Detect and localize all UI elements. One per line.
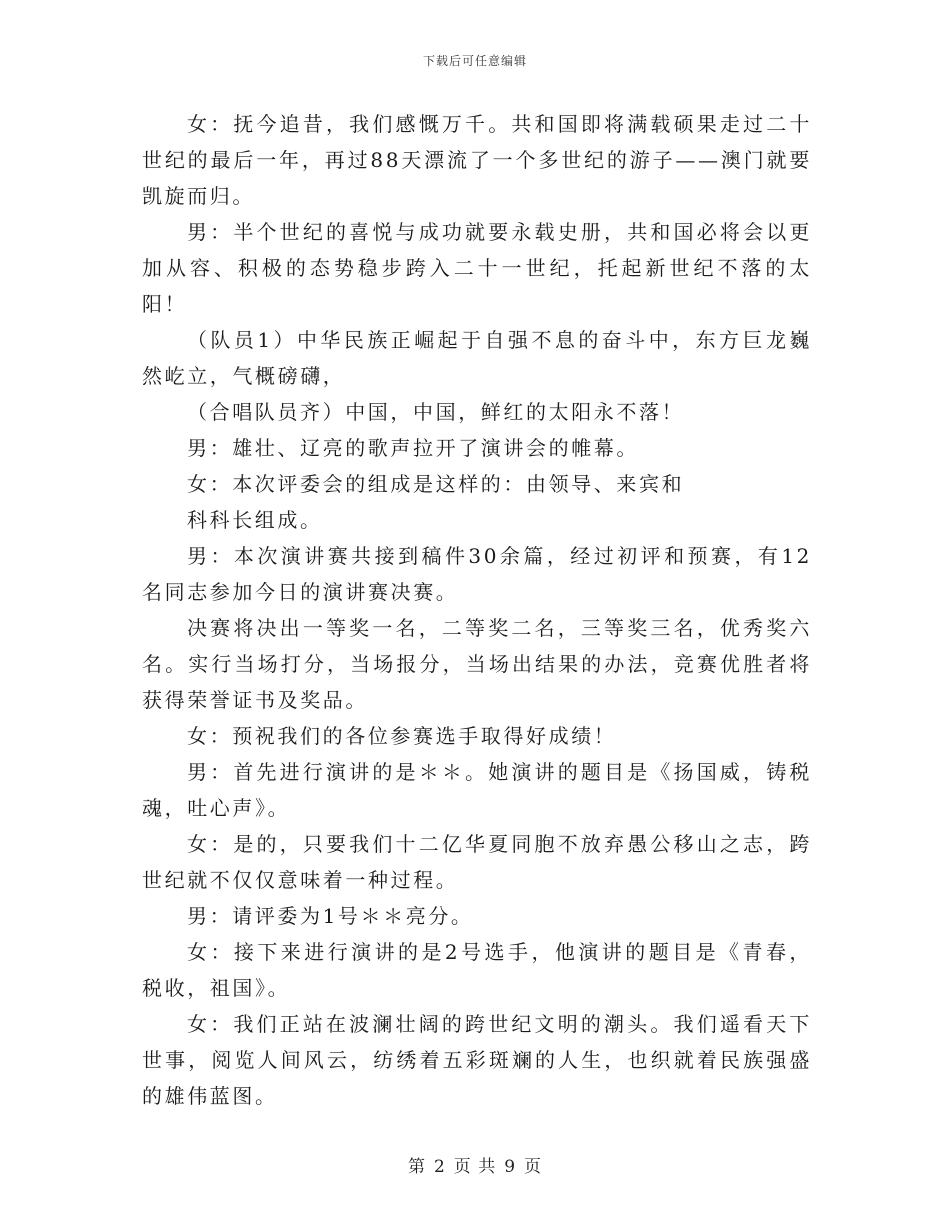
- paragraph: 男：本次演讲赛共接到稿件30余篇，经过初评和预赛，有12名同志参加今日的演讲赛决赛。: [142, 544, 812, 604]
- document-body: [142, 106, 812, 1114]
- paragraph: 决赛将决出一等奖一名，二等奖二名，三等奖三名，优秀奖六名。实行当场打分，当场报分，当场出结果的办法，竞赛优胜者将获得荣誉证书及奖品。: [142, 616, 812, 712]
- paragraph: 男：半个世纪的喜悦与成功就要永载史册，共和国必将会以更加从容、积极的态势稳步跨入二十一世纪，托起新世纪不落的太阳！: [142, 220, 812, 316]
- paragraph: 男：首先进行演讲的是＊＊。她演讲的题目是《扬国威，铸税魂，吐心声》。: [142, 760, 812, 820]
- page-footer-prefix: 第: [407, 1157, 426, 1177]
- paragraph: 男：雄壮、辽亮的歌声拉开了演讲会的帷幕。: [187, 436, 639, 460]
- page-header: 下载后可任意编辑: [422, 54, 527, 68]
- paragraph: （合唱队员齐）中国，中国，鲜红的太阳永不落！: [187, 400, 685, 424]
- paragraph: 女：预祝我们的各位参赛选手取得好成绩！: [187, 724, 617, 748]
- paragraph: 女：我们正站在波澜壮阔的跨世纪文明的潮头。我们遥看天下世事，阅览人间风云，纺绣着五彩斑斓的人生，也织就着民族强盛的雄伟蓝图。: [142, 1012, 812, 1108]
- page-number: 2: [433, 1157, 446, 1177]
- paragraph: （队员1）中华民族正崛起于自强不息的奋斗中，东方巨龙巍然屹立，气概磅礴，: [142, 328, 812, 388]
- paragraph: 女：本次评委会的组成是这样的：由领导、来宾和: [187, 472, 685, 496]
- paragraph: 男：请评委为1号＊＊亮分。: [187, 904, 474, 928]
- paragraph: 女：是的，只要我们十二亿华夏同胞不放弃愚公移山之志，跨世纪就不仅仅意味着一种过程。: [142, 832, 812, 892]
- paragraph: 女：抚今追昔，我们感慨万千。共和国即将满载硕果走过二十世纪的最后一年，再过88天漂流了一个多世纪的游子——澳门就要凯旋而归。: [142, 112, 812, 208]
- paragraph: 科科长组成。: [187, 508, 323, 532]
- page-footer-middle: 页 共: [453, 1157, 497, 1177]
- paragraph: 女：接下来进行演讲的是2号选手，他演讲的题目是《青春，税收，祖国》。: [142, 940, 812, 1000]
- page-footer-suffix: 页: [524, 1157, 543, 1177]
- page-total: 9: [504, 1157, 517, 1177]
- page-footer: [0, 1152, 950, 1177]
